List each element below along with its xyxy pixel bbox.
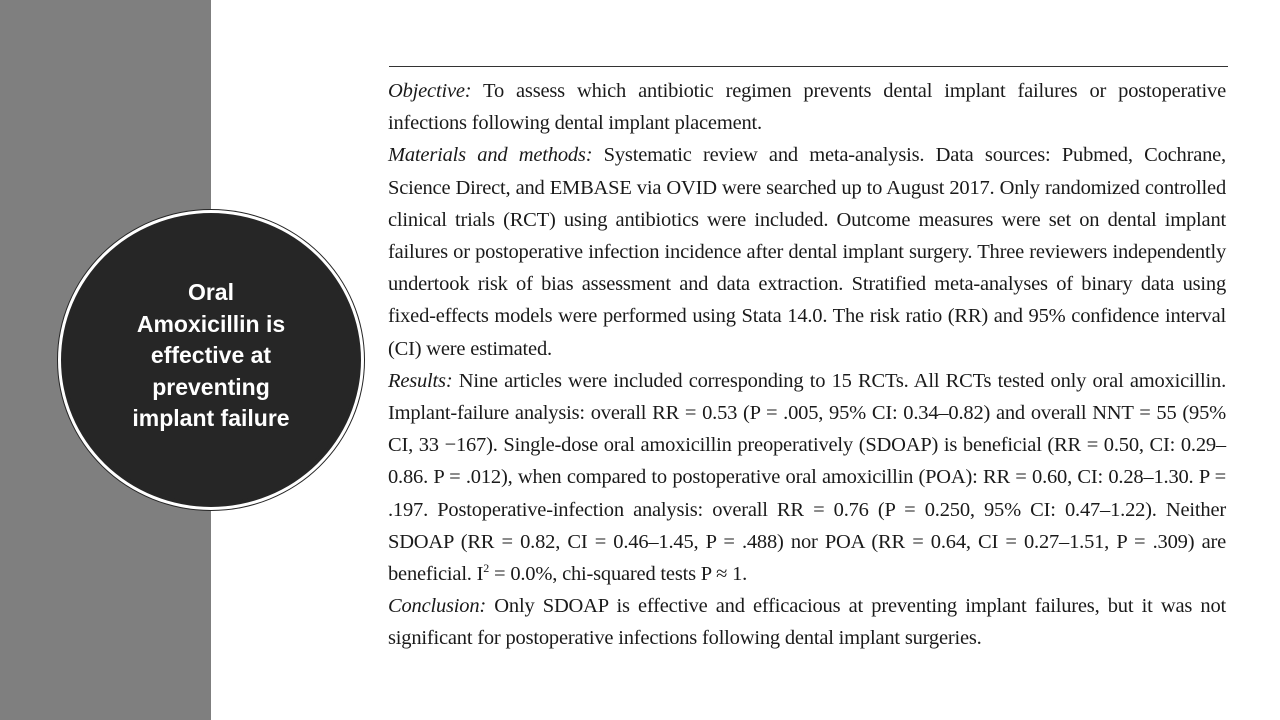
results-heading: Results: <box>388 369 453 392</box>
top-divider <box>389 66 1228 67</box>
conclusion-body: Only SDOAP is effective and efficacious at preventing implant failures, but it was not significant for postoperative infections following dental implant surgeries. <box>388 595 1226 650</box>
abstract-text <box>388 75 1226 655</box>
results-tail: = 0.0%, chi-squared tests P ≈ 1. <box>489 563 748 586</box>
callout-circle-inner <box>65 217 357 503</box>
methods-body: Systematic review and meta-analysis. Data sources: Pubmed, Cochrane, Science Direct, and EMBASE via OVID were searched up to August 2017. Only randomized controlled clinical trials (RCT) using antibiotics were included. Outcome measures were set on dental implant failures or postoperative infection incidence after dental implant surgery. Three reviewers independently undertook risk of bias assessment and data extraction. Stratified meta-analyses of binary data using fixed-effects models were performed using Stata 14.0. The risk ratio (RR) and 95% confidence interval (CI) were estimated. <box>388 144 1226 360</box>
objective-body: To assess which antibiotic regimen prevents dental implant failures or postoperative infections following dental implant placement. <box>388 80 1226 135</box>
objective-heading: Objective: <box>388 80 472 102</box>
conclusion-paragraph <box>388 590 1226 654</box>
results-superscript: 2 <box>483 561 490 576</box>
conclusion-heading: Conclusion: <box>388 595 487 618</box>
callout-text: Oral Amoxicillin is effective at preventing implant failure <box>132 279 290 432</box>
objective-paragraph <box>388 75 1226 139</box>
results-body: Nine articles were included corresponding to 15 RCTs. All RCTs tested only oral amoxicillin. Implant-failure analysis: overall RR = 0.53 (P = .005, 95% CI: 0.34–0.82) and overall NNT = 55 (95% CI, 33 −167). Single-dose oral amoxicillin preoperatively (SDOAP) is beneficial (RR = 0.50, CI: 0.29–0.86. P = .012), when compared to postoperative oral amoxicillin (POA): RR = 0.60, CI: 0.28–1.30. P = .197. Postoperative-infection analysis: overall RR = 0.76 (P = 0.250, 95% CI: 0.47–1.22). Neither SDOAP (RR = 0.82, CI = 0.46–1.45, P = .488) nor POA (RR = 0.64, CI = 0.27–1.51, P = .309) are beneficial. I <box>388 369 1226 586</box>
methods-paragraph <box>388 139 1226 364</box>
results-paragraph <box>388 365 1226 590</box>
methods-heading: Materials and methods: <box>388 144 593 167</box>
callout-circle <box>58 210 364 510</box>
